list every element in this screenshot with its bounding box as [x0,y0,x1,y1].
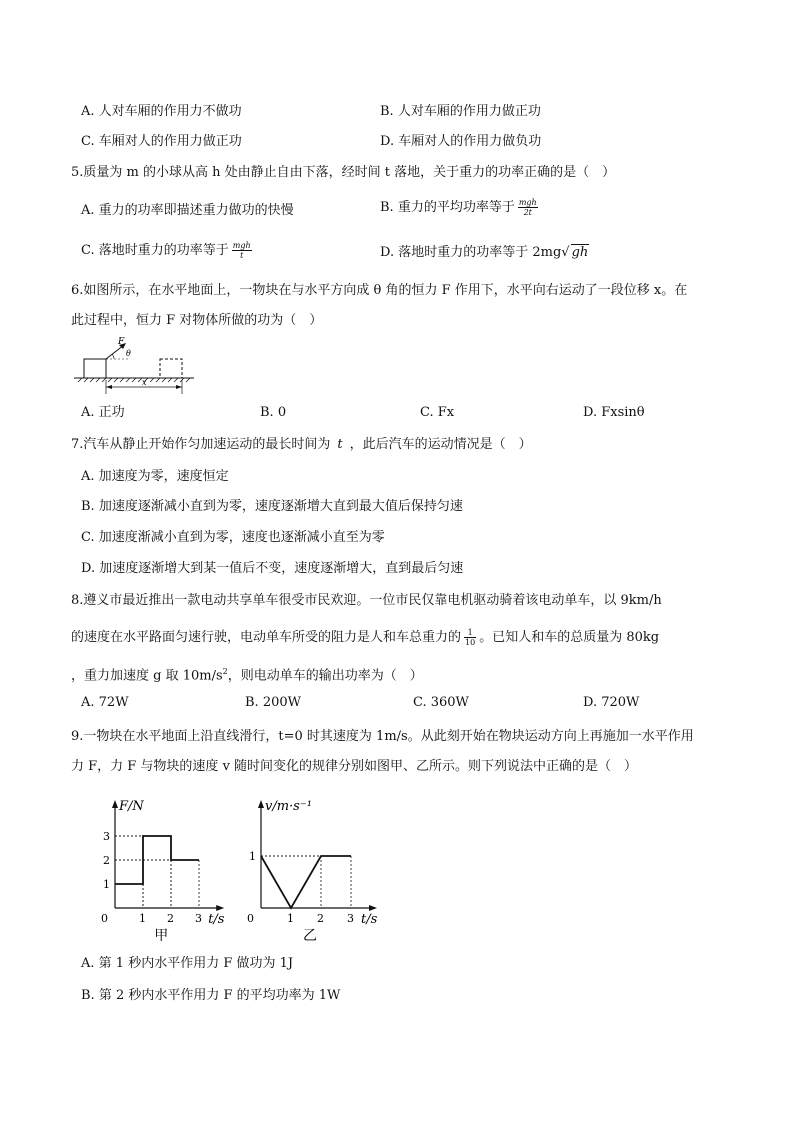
sqrt-radicand: gh [571,245,589,260]
q6-option-c: C. Fx [420,405,455,420]
q8-line3-text: ，重力加速度 g 取 10m/s [71,668,223,684]
q9-option-a: A. 第 1 秒内水平作用力 F 做功为 1J [81,956,294,971]
displacement-label: x [142,378,147,387]
q5-option-b-fraction [518,198,538,217]
q5-option-a: A. 重力的功率即描述重力做功的快慢 [81,203,294,218]
fraction-denominator: 10 [465,638,476,647]
x-tick-label: 1 [287,912,294,925]
block-start [84,359,106,378]
fraction-denominator: t [240,251,244,260]
q8-option-b: B. 200W [245,695,301,710]
series-line [261,856,351,908]
graph-yi-velocity-vs-time [245,796,395,946]
q7-option-d: D. 加速度逐渐增大到某一值后不变，速度逐渐增大，直到最后匀速 [81,561,464,576]
q7-time-symbol: t [337,437,343,452]
q6-option-a: A. 正功 [81,405,125,420]
q8-stem-line1: 8.遵义市最近推出一款电动共享单车很受市民欢迎。一位市民仅靠电机驱动骑着该电动单车，以 9km/h [71,593,662,608]
q9-stem-line2: 力 F，力 F 与物块的速度 v 随时间变化的规律分别如图甲、乙所示。则下列说法中正确的是（ ） [71,759,638,774]
q4-option-a: A. 人对车厢的作用力不做功 [81,104,242,119]
x-axis-arrow-icon [216,905,224,911]
q7-option-a: A. 加速度为零，速度恒定 [81,469,229,484]
y-tick-label: 2 [103,854,110,867]
q5-option-d [380,244,589,262]
fraction-numerator: mgh [232,241,251,250]
q8-option-d: D. 720W [583,695,640,710]
q8-option-a: A. 72W [81,695,129,710]
y-axis-label: F/N [119,799,144,814]
x-tick-label: 0 [247,912,254,925]
x-tick-label: 3 [195,912,202,925]
y-tick-label: 1 [103,878,110,891]
q5-option-c [81,241,255,260]
fraction-denominator: 2t [523,208,532,217]
force-label: F [118,337,125,347]
q5-option-c-fraction [232,241,252,260]
y-axis-arrow-icon [112,800,118,808]
y-axis-label: v/m·s⁻¹ [265,799,312,814]
ground-hatching [78,378,190,382]
y-tick-label: 1 [249,850,256,863]
q7-stem-text-end: ，此后汽车的运动情况是（ ） [349,437,532,452]
q8-line3-text-end: ，则电动单车的输出功率为（ ） [227,668,423,684]
displacement-arrowhead-icon [176,385,182,389]
y-axis-arrow-icon [258,800,264,808]
q8-line2-text: 的速度在水平路面匀速行驶，电动单车所受的阻力是人和车总重力的 [71,630,462,645]
graph-jia-force-vs-time [85,796,245,946]
q6-option-b: B. 0 [260,405,287,420]
fraction-numerator: mgh [518,198,537,207]
x-tick-label: 1 [139,912,146,925]
x-tick-label: 3 [347,912,354,925]
q6-force-diagram [70,334,200,396]
x-axis-label: t/s [361,912,378,927]
angle-arc [112,354,114,359]
chart-caption: 甲 [154,928,169,944]
x-axis-arrow-icon [369,905,377,911]
q8-stem-line3 [71,663,423,685]
q5-stem: 5.质量为 m 的小球从高 h 处由静止自由下落，经时间 t 落地，关于重力的功率正确的是（ ） [71,165,616,180]
q5-option-b [380,198,541,217]
q6-stem-line2: 此过程中，恒力 F 对物体所做的功为（ ） [71,313,323,328]
q4-option-d: D. 车厢对人的作用力做负功 [380,134,542,149]
q6-option-d: D. Fxsinθ [583,405,645,420]
q4-option-c: C. 车厢对人的作用力做正功 [81,134,242,149]
q7-option-c: C. 加速度渐减小直到为零，速度也逐渐减小直至为零 [81,530,385,545]
q8-exponent: 2 [222,667,228,676]
q4-option-b: B. 人对车厢的作用力做正功 [380,104,541,119]
q7-stem [71,436,532,454]
x-tick-label: 2 [167,912,174,925]
sqrt-icon: √ [561,245,570,260]
q8-stem-line2 [71,628,659,647]
fraction-numerator: 1 [464,628,476,638]
q7-stem-text: 7.汽车从静止开始作匀加速运动的最长时间为 [71,437,331,452]
q8-fraction [464,628,476,647]
y-tick-label: 3 [103,830,110,843]
q8-option-c: C. 360W [413,695,469,710]
q5-option-d-text: D. 落地时重力的功率等于 2mg [380,245,562,260]
block-end [160,359,182,378]
q6-stem-line1: 6.如图所示，在水平地面上，一物块在与水平方向成 θ 角的恒力 F 作用下，水平向右运动了一段位移 x。在 [71,283,688,298]
q8-line2-text-end: 。已知人和车的总质量为 80kg [479,630,660,645]
angle-label: θ [126,349,131,358]
q5-option-c-text: C. 落地时重力的功率等于 [81,243,229,258]
x-tick-label: 2 [317,912,324,925]
chart-caption: 乙 [303,928,317,944]
x-tick-label: 0 [101,912,108,925]
q9-option-b: B. 第 2 秒内水平作用力 F 的平均功率为 1W [81,988,341,1003]
q7-option-b: B. 加速度逐渐减小直到为零，速度逐渐增大直到最大值后保持匀速 [81,499,463,514]
q9-stem-line1: 9.一物块在水平地面上沿直线滑行，t=0 时其速度为 1m/s。从此刻开始在物块运动方向上再施加一水平作用 [71,729,694,744]
x-axis-label: t/s [208,912,225,927]
q5-option-b-text: B. 重力的平均功率等于 [380,200,515,215]
